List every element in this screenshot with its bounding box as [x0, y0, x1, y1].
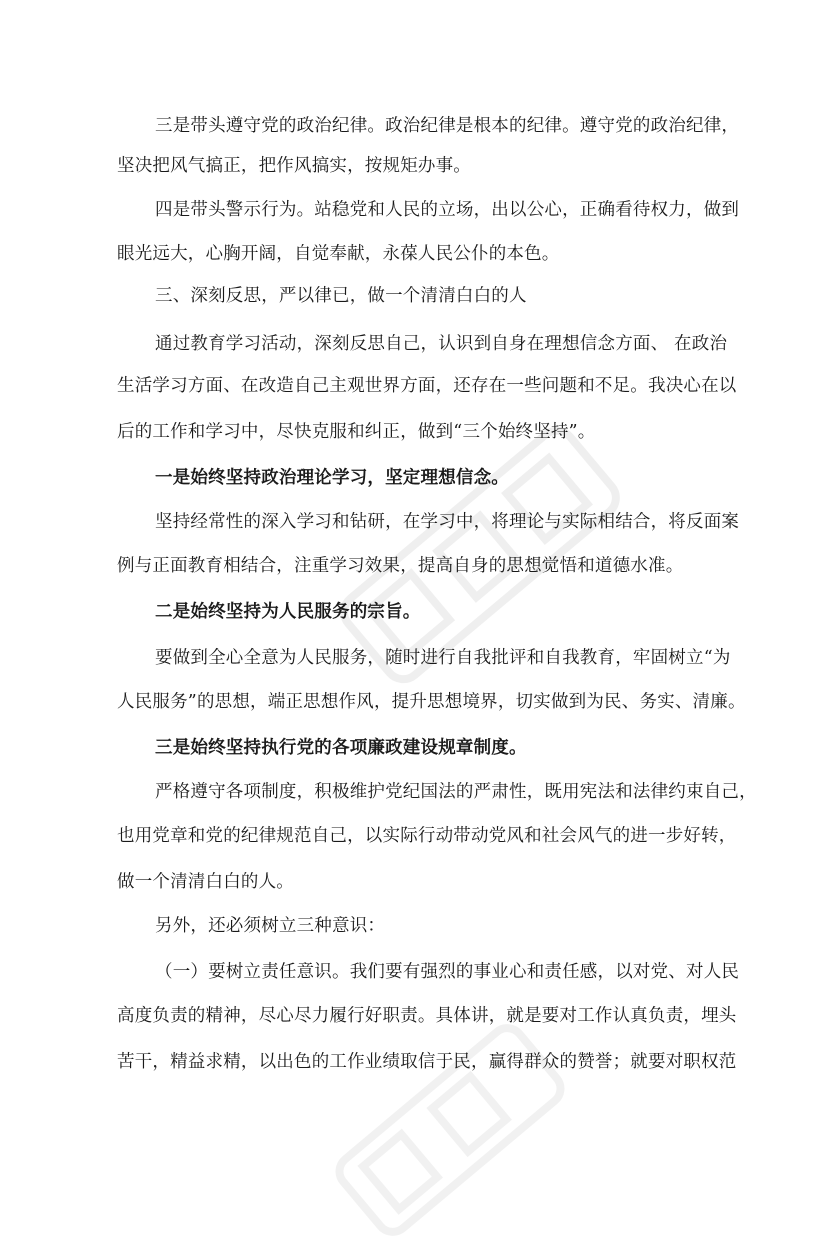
paragraph-line: 人民服务”的思想，端正思想作风，提升思想境界，切实做到为民、务实、清廉。	[117, 692, 746, 712]
paragraph-line: 后的工作和学习中，尽快克服和纠正，做到“三个始终坚持”。	[117, 422, 596, 442]
paragraph-line: 坚持经常性的深入学习和钻研，在学习中，将理论与实际相结合，将反面案	[155, 512, 740, 532]
paragraph-line: （一）要树立责任意识。我们要有强烈的事业心和责任感，以对党、对人民	[155, 962, 740, 982]
paragraph-line: 四是带头警示行为。站稳党和人民的立场，出以公心，正确看待权力，做到	[155, 200, 740, 220]
paragraph-line: 例与正面教育相结合，注重学习效果，提高自身的思想觉悟和道德水准。	[117, 556, 684, 576]
subheading-bold: 一是始终坚持政治理论学习，坚定理想信念。	[155, 468, 509, 488]
paragraph-line: 眼光远大，心胸开阔，自觉奉献，永葆人民公仆的本色。	[117, 244, 560, 264]
paragraph-line: 三是带头遵守党的政治纪律。政治纪律是根本的纪律。遵守党的政治纪律，	[155, 116, 740, 136]
paragraph-line: 通过教育学习活动，深刻反思自己，认识到自身在理想信念方面、 在政治	[155, 334, 728, 354]
paragraph-line: 严格遵守各项制度，积极维护党纪国法的严肃性，既用宪法和法律约束自己，	[155, 782, 757, 802]
paragraph-line: 另外，还必须树立三种意识：	[155, 916, 386, 936]
section-heading: 三、深刻反思，严以律已，做一个清清白白的人	[155, 286, 527, 306]
subheading-bold: 二是始终坚持为人民服务的宗旨。	[155, 602, 421, 622]
paragraph-line: 要做到全心全意为人民服务，随时进行自我批评和自我教育，牢固树立“为	[155, 648, 731, 668]
paragraph-line: 坚决把风气搞正，把作风搞实，按规矩办事。	[117, 156, 471, 176]
paragraph-line: 生活学习方面、在改造自己主观世界方面，还存在一些问题和不足。我决心在以	[117, 376, 737, 396]
paragraph-line: 也用党章和党的纪律规范自己，以实际行动带动党风和社会风气的进一步好转，	[117, 826, 737, 846]
paragraph-line: 做一个清清白白的人。	[117, 872, 294, 892]
paragraph-line: 高度负责的精神，尽心尽力履行好职责。具体讲，就是要对工作认真负责，埋头	[117, 1006, 737, 1026]
paragraph-line: 苦干，精益求精，以出色的工作业绩取信于民，赢得群众的赞誉；就要对职权范	[117, 1052, 737, 1072]
subheading-bold: 三是始终坚持执行党的各项廉政建设规章制度。	[155, 738, 527, 758]
